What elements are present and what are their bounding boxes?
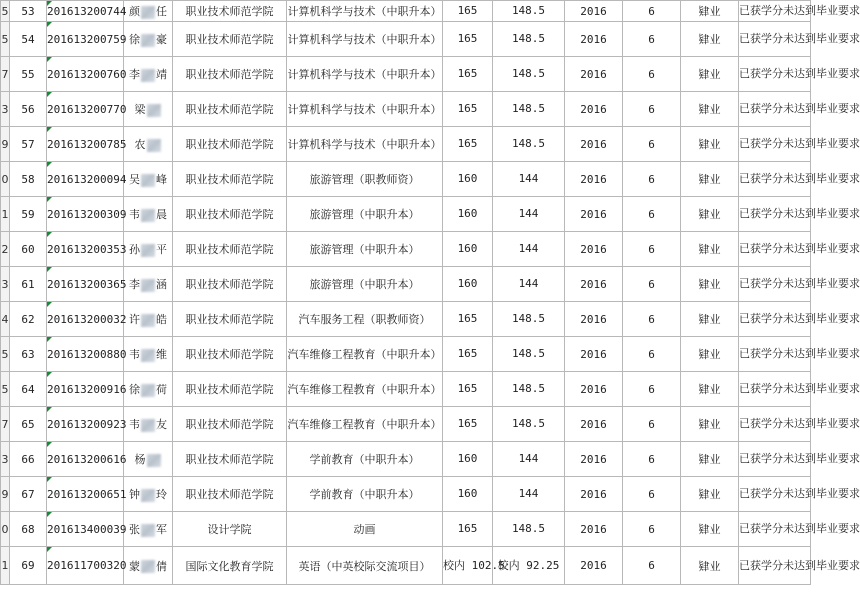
reason-cell[interactable]: 已获学分未达到毕业要求 bbox=[739, 232, 811, 267]
major-cell[interactable]: 汽车维修工程教育（中职升本） bbox=[287, 337, 443, 372]
seq-cell[interactable]: 57 bbox=[10, 127, 47, 162]
name-last-char: 荷 bbox=[156, 383, 167, 396]
semester-cell[interactable]: 6 bbox=[623, 372, 681, 407]
college-cell[interactable]: 设计学院 bbox=[173, 512, 287, 547]
earned-credits-cell[interactable]: 148.5 bbox=[493, 407, 565, 442]
college-cell[interactable]: 职业技术师范学院 bbox=[173, 372, 287, 407]
name-cell[interactable] bbox=[124, 197, 173, 232]
major-cell[interactable]: 计算机科学与技术（中职升本） bbox=[287, 1, 443, 22]
year-cell[interactable]: 2016 bbox=[565, 232, 623, 267]
earned-credits-cell[interactable]: 144 bbox=[493, 442, 565, 477]
reason-cell[interactable]: 已获学分未达到毕业要求 bbox=[739, 442, 811, 477]
reason-cell[interactable]: 已获学分未达到毕业要求 bbox=[739, 197, 811, 232]
table-row[interactable] bbox=[1, 162, 811, 197]
reason-cell[interactable]: 已获学分未达到毕业要求 bbox=[739, 267, 811, 302]
row-header[interactable]: 3 bbox=[1, 267, 10, 302]
college-cell[interactable]: 国际文化教育学院 bbox=[173, 547, 287, 585]
redaction-blur bbox=[141, 524, 155, 537]
status-cell[interactable]: 肄业 bbox=[681, 442, 739, 477]
required-credits-cell[interactable]: 165 bbox=[443, 57, 493, 92]
year-cell[interactable]: 2016 bbox=[565, 547, 623, 585]
redaction-blur bbox=[141, 209, 155, 222]
student-id-cell[interactable]: 201613200651 bbox=[47, 477, 124, 512]
name-first-char: 韦 bbox=[129, 208, 140, 221]
major-cell[interactable]: 学前教育（中职升本） bbox=[287, 477, 443, 512]
status-cell[interactable]: 肄业 bbox=[681, 547, 739, 585]
student-id-cell[interactable]: 201613200785 bbox=[47, 127, 124, 162]
major-cell[interactable]: 动画 bbox=[287, 512, 443, 547]
name-cell[interactable] bbox=[124, 22, 173, 57]
required-credits-cell[interactable]: 165 bbox=[443, 302, 493, 337]
status-cell[interactable]: 肄业 bbox=[681, 92, 739, 127]
redaction-blur bbox=[141, 244, 155, 257]
year-cell[interactable]: 2016 bbox=[565, 302, 623, 337]
college-cell[interactable]: 职业技术师范学院 bbox=[173, 267, 287, 302]
name-last-char: 峰 bbox=[156, 173, 167, 186]
year-cell[interactable]: 2016 bbox=[565, 337, 623, 372]
semester-cell[interactable]: 6 bbox=[623, 127, 681, 162]
status-cell[interactable]: 肄业 bbox=[681, 337, 739, 372]
required-credits-cell[interactable]: 160 bbox=[443, 162, 493, 197]
name-first-char: 徐 bbox=[129, 383, 140, 396]
name-first-char: 张 bbox=[129, 523, 140, 536]
college-cell[interactable]: 职业技术师范学院 bbox=[173, 232, 287, 267]
table-row[interactable] bbox=[1, 57, 811, 92]
name-first-char: 农 bbox=[134, 138, 146, 151]
earned-credits-cell[interactable]: 144 bbox=[493, 477, 565, 512]
redaction-blur bbox=[141, 349, 155, 362]
table-row[interactable] bbox=[1, 302, 811, 337]
seq-cell[interactable]: 54 bbox=[10, 22, 47, 57]
seq-cell[interactable]: 62 bbox=[10, 302, 47, 337]
name-last-char: 平 bbox=[156, 243, 167, 256]
semester-cell[interactable]: 6 bbox=[623, 442, 681, 477]
college-cell[interactable]: 职业技术师范学院 bbox=[173, 92, 287, 127]
seq-cell[interactable]: 69 bbox=[10, 547, 47, 585]
student-id-cell[interactable]: 201613200916 bbox=[47, 372, 124, 407]
row-header[interactable]: 7 bbox=[1, 407, 10, 442]
college-cell[interactable]: 职业技术师范学院 bbox=[173, 197, 287, 232]
row-header[interactable]: 3 bbox=[1, 92, 10, 127]
status-cell[interactable]: 肄业 bbox=[681, 302, 739, 337]
name-last-char: 倩 bbox=[156, 559, 167, 573]
redaction-blur bbox=[141, 69, 155, 82]
college-cell[interactable]: 职业技术师范学院 bbox=[173, 57, 287, 92]
status-cell[interactable]: 肄业 bbox=[681, 232, 739, 267]
name-cell[interactable] bbox=[124, 302, 173, 337]
name-cell[interactable] bbox=[124, 232, 173, 267]
year-cell[interactable]: 2016 bbox=[565, 407, 623, 442]
redaction-blur bbox=[141, 419, 155, 432]
year-cell[interactable]: 2016 bbox=[565, 57, 623, 92]
redaction-blur bbox=[141, 384, 155, 397]
name-cell[interactable] bbox=[124, 407, 173, 442]
name-last-char: 玲 bbox=[156, 488, 167, 501]
reason-cell[interactable]: 已获学分未达到毕业要求 bbox=[739, 337, 811, 372]
name-first-char: 钟 bbox=[129, 488, 140, 501]
college-cell[interactable]: 职业技术师范学院 bbox=[173, 127, 287, 162]
table-row[interactable] bbox=[1, 512, 811, 547]
reason-cell[interactable]: 已获学分未达到毕业要求 bbox=[739, 92, 811, 127]
student-id-cell[interactable]: 201613200094 bbox=[47, 162, 124, 197]
college-cell[interactable]: 职业技术师范学院 bbox=[173, 337, 287, 372]
status-cell[interactable]: 肄业 bbox=[681, 372, 739, 407]
reason-cell[interactable]: 已获学分未达到毕业要求 bbox=[739, 547, 811, 585]
name-last-char: 涵 bbox=[156, 278, 167, 291]
name-cell[interactable] bbox=[124, 1, 173, 22]
status-cell[interactable]: 肄业 bbox=[681, 197, 739, 232]
earned-credits-cell[interactable]: 校内 92.25 bbox=[493, 547, 565, 585]
earned-credits-cell[interactable]: 148.5 bbox=[493, 302, 565, 337]
year-cell[interactable]: 2016 bbox=[565, 127, 623, 162]
year-cell[interactable]: 2016 bbox=[565, 22, 623, 57]
row-header[interactable]: 1 bbox=[1, 197, 10, 232]
semester-cell[interactable]: 6 bbox=[623, 337, 681, 372]
college-cell[interactable]: 职业技术师范学院 bbox=[173, 162, 287, 197]
status-cell[interactable]: 肄业 bbox=[681, 22, 739, 57]
seq-cell[interactable]: 53 bbox=[10, 1, 47, 22]
semester-cell[interactable]: 6 bbox=[623, 197, 681, 232]
required-credits-cell[interactable]: 165 bbox=[443, 512, 493, 547]
semester-cell[interactable]: 6 bbox=[623, 57, 681, 92]
reason-cell[interactable]: 已获学分未达到毕业要求 bbox=[739, 477, 811, 512]
seq-cell[interactable]: 63 bbox=[10, 337, 47, 372]
college-cell[interactable]: 职业技术师范学院 bbox=[173, 477, 287, 512]
student-id-cell[interactable]: 201611700320 bbox=[47, 547, 124, 585]
name-first-char: 李 bbox=[129, 278, 140, 291]
major-cell[interactable]: 旅游管理（职教师资） bbox=[287, 162, 443, 197]
redaction-blur bbox=[141, 279, 155, 292]
table-row[interactable] bbox=[1, 127, 811, 162]
student-id-cell[interactable]: 201613200770 bbox=[47, 92, 124, 127]
seq-cell[interactable]: 55 bbox=[10, 57, 47, 92]
table-row[interactable] bbox=[1, 337, 811, 372]
redaction-blur bbox=[141, 34, 155, 47]
reason-cell[interactable]: 已获学分未达到毕业要求 bbox=[739, 512, 811, 547]
seq-cell[interactable]: 58 bbox=[10, 162, 47, 197]
required-credits-cell[interactable]: 160 bbox=[443, 477, 493, 512]
seq-cell[interactable]: 64 bbox=[10, 372, 47, 407]
required-credits-cell[interactable]: 165 bbox=[443, 127, 493, 162]
earned-credits-cell[interactable]: 148.5 bbox=[493, 372, 565, 407]
student-id-cell[interactable]: 201613200880 bbox=[47, 337, 124, 372]
redaction-blur bbox=[147, 139, 161, 152]
earned-credits-cell[interactable]: 144 bbox=[493, 162, 565, 197]
name-last-char: 豪 bbox=[156, 33, 167, 46]
semester-cell[interactable]: 6 bbox=[623, 407, 681, 442]
table-row[interactable] bbox=[1, 442, 811, 477]
name-cell[interactable] bbox=[124, 162, 173, 197]
reason-cell[interactable]: 已获学分未达到毕业要求 bbox=[739, 302, 811, 337]
name-first-char: 李 bbox=[129, 68, 140, 81]
name-first-char: 韦 bbox=[129, 418, 140, 431]
name-cell[interactable] bbox=[124, 512, 173, 547]
name-first-char: 吴 bbox=[129, 173, 140, 186]
name-cell[interactable] bbox=[124, 267, 173, 302]
name-first-char: 蒙 bbox=[129, 559, 140, 573]
student-id-cell[interactable]: 201613200759 bbox=[47, 22, 124, 57]
status-cell[interactable]: 肄业 bbox=[681, 57, 739, 92]
major-cell[interactable]: 计算机科学与技术（中职升本） bbox=[287, 127, 443, 162]
table-row[interactable] bbox=[1, 372, 811, 407]
required-credits-cell[interactable]: 160 bbox=[443, 197, 493, 232]
major-cell[interactable]: 计算机科学与技术（中职升本） bbox=[287, 92, 443, 127]
semester-cell[interactable]: 6 bbox=[623, 512, 681, 547]
row-header[interactable]: 5 bbox=[1, 337, 10, 372]
semester-cell[interactable]: 6 bbox=[623, 477, 681, 512]
year-cell[interactable]: 2016 bbox=[565, 92, 623, 127]
name-last-char: 晨 bbox=[156, 208, 167, 221]
year-cell[interactable]: 2016 bbox=[565, 442, 623, 477]
table-row[interactable] bbox=[1, 407, 811, 442]
year-cell[interactable]: 2016 bbox=[565, 1, 623, 22]
seq-cell[interactable]: 66 bbox=[10, 442, 47, 477]
earned-credits-cell[interactable]: 148.5 bbox=[493, 92, 565, 127]
row-header[interactable]: 5 bbox=[1, 1, 10, 22]
table-row[interactable] bbox=[1, 267, 811, 302]
seq-cell[interactable]: 61 bbox=[10, 267, 47, 302]
name-cell[interactable] bbox=[124, 442, 173, 477]
name-cell[interactable] bbox=[124, 547, 173, 585]
seq-cell[interactable]: 60 bbox=[10, 232, 47, 267]
name-last-char: 靖 bbox=[156, 68, 167, 81]
row-header[interactable]: 5 bbox=[1, 372, 10, 407]
seq-cell[interactable]: 68 bbox=[10, 512, 47, 547]
row-header[interactable]: 9 bbox=[1, 127, 10, 162]
major-cell[interactable]: 汽车服务工程（职教师资） bbox=[287, 302, 443, 337]
row-header[interactable]: 0 bbox=[1, 512, 10, 547]
name-first-char: 梁 bbox=[134, 103, 146, 116]
reason-cell[interactable]: 已获学分未达到毕业要求 bbox=[739, 162, 811, 197]
student-id-cell[interactable]: 201613200616 bbox=[47, 442, 124, 477]
college-cell[interactable]: 职业技术师范学院 bbox=[173, 22, 287, 57]
earned-credits-cell[interactable]: 144 bbox=[493, 197, 565, 232]
redaction-blur bbox=[141, 6, 155, 19]
name-last-char: 友 bbox=[156, 418, 167, 431]
semester-cell[interactable]: 6 bbox=[623, 1, 681, 22]
earned-credits-cell[interactable]: 148.5 bbox=[493, 512, 565, 547]
required-credits-cell[interactable]: 165 bbox=[443, 337, 493, 372]
table-row[interactable] bbox=[1, 232, 811, 267]
name-cell[interactable] bbox=[124, 372, 173, 407]
earned-credits-cell[interactable]: 144 bbox=[493, 267, 565, 302]
reason-cell[interactable]: 已获学分未达到毕业要求 bbox=[739, 372, 811, 407]
row-header[interactable]: 7 bbox=[1, 57, 10, 92]
semester-cell[interactable]: 6 bbox=[623, 232, 681, 267]
row-header[interactable]: 4 bbox=[1, 302, 10, 337]
redaction-blur bbox=[141, 560, 155, 573]
major-cell[interactable]: 汽车维修工程教育（中职升本） bbox=[287, 407, 443, 442]
major-cell[interactable]: 汽车维修工程教育（中职升本） bbox=[287, 372, 443, 407]
redaction-blur bbox=[141, 489, 155, 502]
year-cell[interactable]: 2016 bbox=[565, 162, 623, 197]
reason-cell[interactable]: 已获学分未达到毕业要求 bbox=[739, 407, 811, 442]
major-cell[interactable]: 英语（中英校际交流项目） bbox=[287, 547, 443, 585]
student-id-cell[interactable]: 201613200744 bbox=[47, 1, 124, 22]
name-first-char: 杨 bbox=[134, 453, 146, 466]
year-cell[interactable]: 2016 bbox=[565, 512, 623, 547]
table-row[interactable] bbox=[1, 1, 811, 22]
college-cell[interactable]: 职业技术师范学院 bbox=[173, 407, 287, 442]
reason-cell[interactable]: 已获学分未达到毕业要求 bbox=[739, 1, 811, 22]
earned-credits-cell[interactable]: 148.5 bbox=[493, 337, 565, 372]
row-header[interactable]: 0 bbox=[1, 162, 10, 197]
year-cell[interactable]: 2016 bbox=[565, 267, 623, 302]
name-cell[interactable] bbox=[124, 92, 173, 127]
required-credits-cell[interactable]: 校内 102.5 bbox=[443, 547, 493, 585]
semester-cell[interactable]: 6 bbox=[623, 547, 681, 585]
status-cell[interactable]: 肄业 bbox=[681, 162, 739, 197]
semester-cell[interactable]: 6 bbox=[623, 162, 681, 197]
earned-credits-cell[interactable]: 148.5 bbox=[493, 22, 565, 57]
name-first-char: 徐 bbox=[129, 33, 140, 46]
table-row[interactable] bbox=[1, 477, 811, 512]
semester-cell[interactable]: 6 bbox=[623, 22, 681, 57]
name-first-char: 韦 bbox=[129, 348, 140, 361]
earned-credits-cell[interactable]: 148.5 bbox=[493, 1, 565, 22]
major-cell[interactable]: 学前教育（中职升本） bbox=[287, 442, 443, 477]
required-credits-cell[interactable]: 160 bbox=[443, 267, 493, 302]
student-id-cell[interactable]: 201613400039 bbox=[47, 512, 124, 547]
student-id-cell[interactable]: 201613200353 bbox=[47, 232, 124, 267]
name-first-char: 许 bbox=[129, 313, 140, 326]
reason-cell[interactable]: 已获学分未达到毕业要求 bbox=[739, 22, 811, 57]
name-last-char: 军 bbox=[156, 523, 167, 536]
seq-cell[interactable]: 65 bbox=[10, 407, 47, 442]
major-cell[interactable]: 计算机科学与技术（中职升本） bbox=[287, 57, 443, 92]
reason-cell[interactable]: 已获学分未达到毕业要求 bbox=[739, 57, 811, 92]
semester-cell[interactable]: 6 bbox=[623, 92, 681, 127]
name-cell[interactable] bbox=[124, 337, 173, 372]
major-cell[interactable]: 旅游管理（中职升本） bbox=[287, 232, 443, 267]
college-cell[interactable]: 职业技术师范学院 bbox=[173, 302, 287, 337]
row-header[interactable]: 9 bbox=[1, 477, 10, 512]
status-cell[interactable]: 肄业 bbox=[681, 512, 739, 547]
student-id-cell[interactable]: 201613200032 bbox=[47, 302, 124, 337]
major-cell[interactable]: 旅游管理（中职升本） bbox=[287, 267, 443, 302]
name-last-char: 维 bbox=[156, 348, 167, 361]
required-credits-cell[interactable]: 160 bbox=[443, 232, 493, 267]
status-cell[interactable]: 肄业 bbox=[681, 267, 739, 302]
table-row[interactable] bbox=[1, 197, 811, 232]
earned-credits-cell[interactable]: 148.5 bbox=[493, 127, 565, 162]
name-last-char: 皓 bbox=[156, 313, 167, 326]
redaction-blur bbox=[141, 314, 155, 327]
required-credits-cell[interactable]: 165 bbox=[443, 1, 493, 22]
semester-cell[interactable]: 6 bbox=[623, 267, 681, 302]
name-cell[interactable] bbox=[124, 477, 173, 512]
seq-cell[interactable]: 56 bbox=[10, 92, 47, 127]
student-id-cell[interactable]: 201613200309 bbox=[47, 197, 124, 232]
status-cell[interactable]: 肄业 bbox=[681, 477, 739, 512]
reason-cell[interactable]: 已获学分未达到毕业要求 bbox=[739, 127, 811, 162]
year-cell[interactable]: 2016 bbox=[565, 372, 623, 407]
redaction-blur bbox=[141, 174, 155, 187]
required-credits-cell[interactable]: 165 bbox=[443, 92, 493, 127]
table-row[interactable] bbox=[1, 22, 811, 57]
redaction-blur bbox=[147, 454, 161, 467]
required-credits-cell[interactable]: 165 bbox=[443, 22, 493, 57]
name-cell[interactable] bbox=[124, 127, 173, 162]
required-credits-cell[interactable]: 165 bbox=[443, 372, 493, 407]
status-cell[interactable]: 肄业 bbox=[681, 127, 739, 162]
major-cell[interactable]: 计算机科学与技术（中职升本） bbox=[287, 22, 443, 57]
name-first-char: 颜 bbox=[129, 5, 140, 18]
student-id-cell[interactable]: 201613200923 bbox=[47, 407, 124, 442]
redaction-blur bbox=[147, 104, 161, 117]
status-cell[interactable]: 肄业 bbox=[681, 1, 739, 22]
name-cell[interactable] bbox=[124, 57, 173, 92]
student-id-cell[interactable]: 201613200760 bbox=[47, 57, 124, 92]
table-row[interactable] bbox=[1, 547, 811, 585]
year-cell[interactable]: 2016 bbox=[565, 477, 623, 512]
row-header[interactable]: 5 bbox=[1, 22, 10, 57]
required-credits-cell[interactable]: 160 bbox=[443, 442, 493, 477]
college-cell[interactable]: 职业技术师范学院 bbox=[173, 1, 287, 22]
major-cell[interactable]: 旅游管理（中职升本） bbox=[287, 197, 443, 232]
seq-cell[interactable]: 59 bbox=[10, 197, 47, 232]
status-cell[interactable]: 肄业 bbox=[681, 407, 739, 442]
semester-cell[interactable]: 6 bbox=[623, 302, 681, 337]
row-header[interactable]: 1 bbox=[1, 547, 10, 585]
required-credits-cell[interactable]: 165 bbox=[443, 407, 493, 442]
row-header[interactable]: 2 bbox=[1, 232, 10, 267]
earned-credits-cell[interactable]: 148.5 bbox=[493, 57, 565, 92]
year-cell[interactable]: 2016 bbox=[565, 197, 623, 232]
student-id-cell[interactable]: 201613200365 bbox=[47, 267, 124, 302]
seq-cell[interactable]: 67 bbox=[10, 477, 47, 512]
table-row[interactable] bbox=[1, 92, 811, 127]
row-header[interactable]: 3 bbox=[1, 442, 10, 477]
college-cell[interactable]: 职业技术师范学院 bbox=[173, 442, 287, 477]
name-first-char: 孙 bbox=[129, 243, 140, 256]
name-last-char: 任 bbox=[156, 5, 167, 18]
earned-credits-cell[interactable]: 144 bbox=[493, 232, 565, 267]
